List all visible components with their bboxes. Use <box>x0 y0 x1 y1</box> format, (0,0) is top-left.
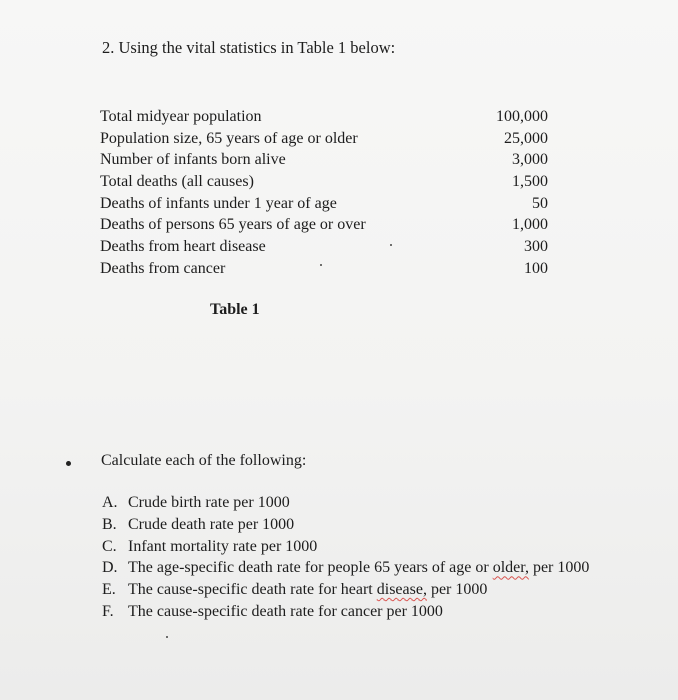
stat-value: 50 <box>532 194 548 212</box>
speck-mark <box>166 636 168 638</box>
question-heading: 2. Using the vital statistics in Table 1 below: <box>102 38 396 57</box>
stat-label: Number of infants born alive <box>100 151 286 169</box>
table-row <box>100 106 560 128</box>
stat-label: Deaths of infants under 1 year of age <box>100 194 337 212</box>
item-text-tail: per 1000 <box>426 581 488 599</box>
item-text: Crude death rate per 1000 <box>128 515 295 533</box>
stat-label: Total midyear population <box>100 108 262 125</box>
list-item <box>102 557 589 579</box>
stat-label: Total deaths (all causes) <box>100 173 254 191</box>
stat-value: 100 <box>524 259 548 277</box>
speck-mark <box>390 244 392 246</box>
item-text: Crude birth rate per 1000 <box>128 494 290 511</box>
table-row <box>100 236 560 258</box>
item-text: The cause-specific death rate for heart <box>128 581 377 599</box>
list-item <box>102 514 589 536</box>
list-item <box>102 536 589 558</box>
table-row <box>100 214 560 236</box>
stat-value: 1,500 <box>512 173 548 191</box>
stat-label: Deaths from heart disease <box>100 238 266 256</box>
stat-label: Population size, 65 years of age or older <box>100 129 358 147</box>
instruction-text: Calculate each of the following: <box>101 452 307 469</box>
stat-label: Deaths from cancer <box>100 259 226 277</box>
table-row <box>100 149 560 171</box>
stat-value: 100,000 <box>496 108 548 125</box>
stat-value: 300 <box>524 238 548 256</box>
item-text: The age-specific death rate for people 65 years of age or <box>128 559 493 577</box>
table-row <box>100 171 560 193</box>
bullet-icon <box>66 461 71 466</box>
item-letter: E. <box>102 581 116 599</box>
table-row <box>100 193 560 215</box>
item-letter: D. <box>102 559 118 577</box>
stat-value: 25,000 <box>504 129 548 147</box>
spellcheck-flagged-word: older, <box>492 559 529 577</box>
speck-mark <box>320 264 322 266</box>
table-row <box>100 128 560 150</box>
item-letter: F. <box>102 602 114 620</box>
table-caption: Table 1 <box>210 301 260 318</box>
list-item <box>102 492 589 514</box>
item-letter: A. <box>102 494 118 511</box>
spellcheck-flagged-word: disease, <box>376 581 427 599</box>
item-text-tail: per 1000 <box>528 559 590 577</box>
list-item <box>102 579 589 601</box>
vital-statistics-table <box>100 106 560 280</box>
item-text: The cause-specific death rate for cancer per 1000 <box>128 602 443 620</box>
item-text: Infant mortality rate per 1000 <box>128 537 318 555</box>
item-letter: B. <box>102 515 117 533</box>
stat-label: Deaths of persons 65 years of age or over <box>100 216 366 234</box>
task-list <box>102 492 589 623</box>
table-row <box>100 258 560 280</box>
item-letter: C. <box>102 537 117 555</box>
list-item <box>102 601 589 623</box>
stat-value: 1,000 <box>512 216 548 234</box>
stat-value: 3,000 <box>512 151 548 169</box>
